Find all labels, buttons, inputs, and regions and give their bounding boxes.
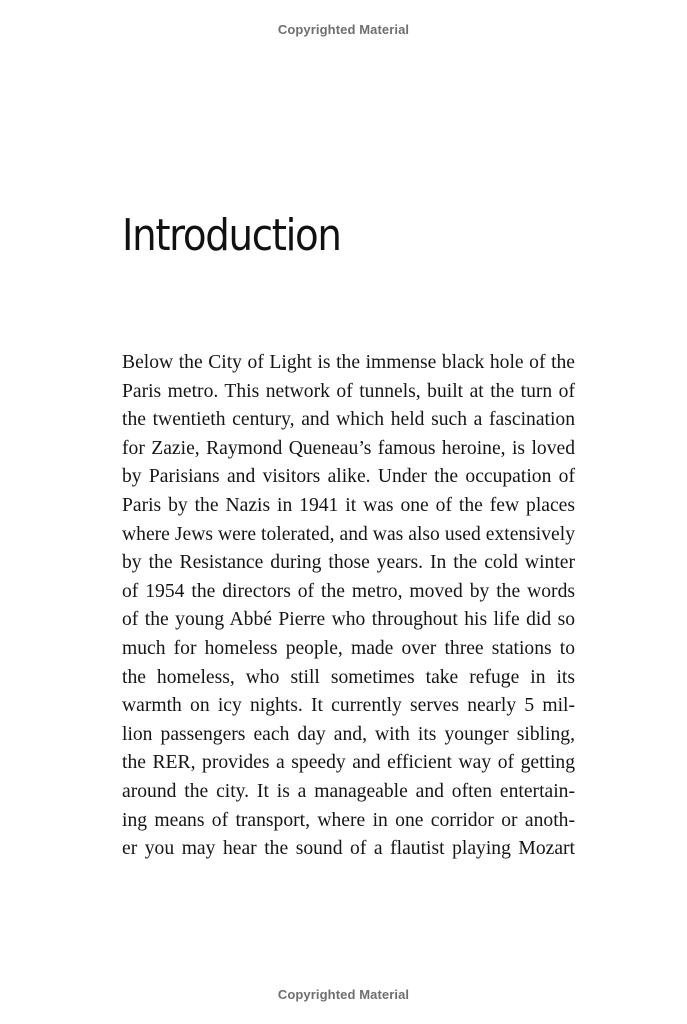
text-line: Below the City of Light is the immense black hole of the bbox=[122, 352, 575, 373]
text-line: er you may hear the sound of a flautist playing Mozart bbox=[122, 838, 575, 860]
chapter-title: Introduction bbox=[122, 210, 341, 261]
text-line: the RER, provides a speedy and efficient way of getting bbox=[122, 752, 575, 774]
body-paragraph bbox=[122, 349, 575, 864]
text-line: for Zazie, Raymond Queneau’s famous heroine, is loved bbox=[122, 437, 575, 459]
text-line: the homeless, who still sometimes take refuge in its bbox=[122, 666, 575, 688]
copyright-watermark-top: Copyrighted Material bbox=[277, 22, 410, 37]
text-line: around the city. It is a manageable and often entertain- bbox=[122, 780, 575, 802]
text-line: of 1954 the directors of the metro, moved by the words bbox=[122, 580, 575, 602]
text-line: Paris by the Nazis in 1941 it was one of the few places bbox=[122, 494, 575, 516]
text-line: the twentieth century, and which held such a fascination bbox=[122, 409, 575, 431]
text-line: by Parisians and visitors alike. Under the occupation of bbox=[122, 466, 575, 488]
text-line: much for homeless people, made over three stations to bbox=[122, 637, 575, 659]
text-line: warmth on icy nights. It currently serves nearly 5 mil- bbox=[122, 695, 575, 717]
text-line: by the Resistance during those years. In the cold winter bbox=[122, 552, 575, 574]
text-line: lion passengers each day and, with its younger sibling, bbox=[122, 723, 575, 745]
copyright-watermark-bottom: Copyrighted Material bbox=[277, 987, 410, 1002]
text-line: of the young Abbé Pierre who throughout his life did so bbox=[122, 609, 575, 631]
text-line: Paris metro. This network of tunnels, built at the turn of bbox=[122, 380, 575, 402]
text-line: ing means of transport, where in one corridor or anoth- bbox=[122, 809, 575, 831]
text-line: where Jews were tolerated, and was also used extensively bbox=[122, 523, 575, 545]
